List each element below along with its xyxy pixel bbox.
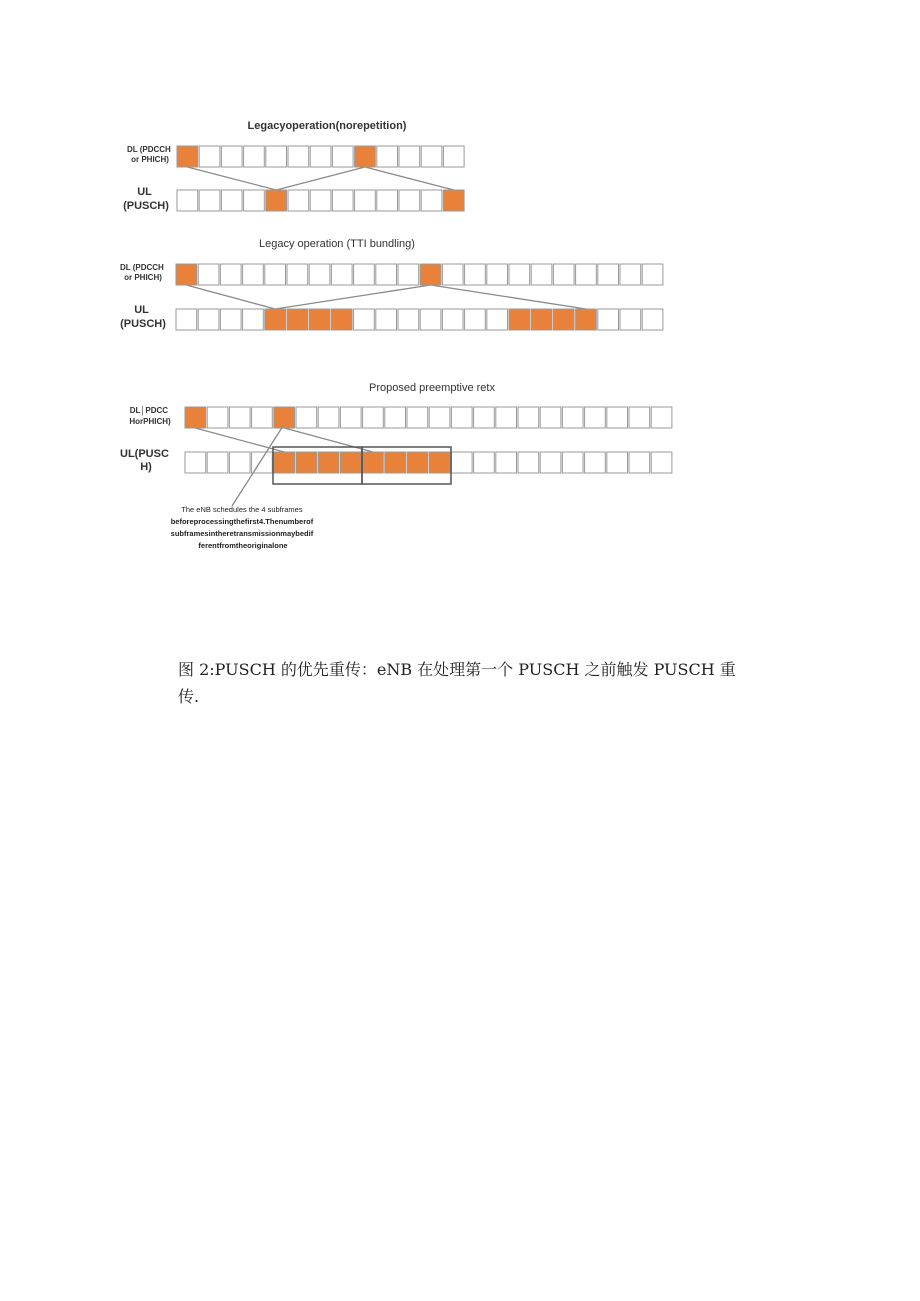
section-2-dl-subframe-2 [198,264,219,285]
section-1-links [187,167,454,190]
diagram-figure [0,0,920,640]
section-1-ul-subframe-3 [221,190,242,211]
section-2-dl-row [176,264,663,285]
section-3-dl-subframe-19 [585,407,606,428]
section-3-dl-subframe-8 [340,407,361,428]
section-2-ul-subframe-6 [287,309,308,330]
section-3-dl-subframe-18 [562,407,583,428]
section-3-ul-subframe-13 [451,452,472,473]
section-3-dl-subframe-4 [252,407,273,428]
section-3-dl-subframe-9 [363,407,384,428]
section-2-dl-subframe-14 [465,264,486,285]
section-3-link-2 [284,428,373,452]
section-2-ul-subframe-22 [642,309,663,330]
section-1-dl-row [177,146,464,167]
section-2-ul-subframe-14 [465,309,486,330]
note-line-4: ferentfromtheoriginalone [198,541,288,550]
section-2-dl-subframe-19 [576,264,597,285]
section-3-ul-subframe-14 [474,452,495,473]
section-1-dl-label-line-1: DL (PDCCH [126,145,171,154]
section-2-ul-subframe-11 [398,309,419,330]
section-1-ul-subframe-5 [266,190,287,211]
section-1-dl-subframe-4 [244,146,265,167]
section-2-ul-subframe-15 [487,309,508,330]
section-1-ul-subframe-12 [421,190,442,211]
section-3-dl-subframe-10 [385,407,406,428]
section-2-ul-subframe-19 [576,309,597,330]
section-2-dl-label-line-1: DL (PDCCH [119,263,164,272]
section-3-ul-subframe-20 [607,452,628,473]
section-3-ul-label [120,448,172,473]
section-2-links [186,285,586,309]
section-3-ul-subframe-10 [385,452,406,473]
section-1-dl-subframe-8 [332,146,353,167]
section-1-ul-subframe-8 [332,190,353,211]
section-1-ul-subframe-4 [244,190,265,211]
section-3-note [171,505,316,550]
section-3-dl-subframe-22 [651,407,672,428]
section-2-dl-subframe-15 [487,264,508,285]
section-2-ul-label-line-1: UL [134,304,149,316]
section-1-ul-row [177,190,464,211]
section-1-dl-subframe-2 [199,146,220,167]
section-1-ul-subframe-6 [288,190,309,211]
section-1-dl-subframe-1 [177,146,198,167]
note-line-3: subframesintheretransmissionmaybedif [170,529,314,538]
section-3-dl-subframe-6 [296,407,317,428]
note-line-2: beforeprocessingthefirst4.Thenumberof [170,517,314,526]
section-3-dl-subframe-13 [451,407,472,428]
section-1-link-3 [365,167,454,190]
section-3-dl-subframe-5 [274,407,295,428]
section-3-dl-subframe-21 [629,407,650,428]
section-3-ul-subframe-5 [274,452,295,473]
section-2-dl-subframe-7 [309,264,330,285]
section-2-ul-subframe-1 [176,309,197,330]
section-2-dl-subframe-21 [620,264,641,285]
section-1-link-2 [276,167,365,190]
section-1-ul-subframe-9 [355,190,376,211]
section-1-ul-subframe-10 [377,190,398,211]
section-1-ul-subframe-2 [199,190,220,211]
section-1-dl-label [127,145,173,164]
section-2-dl-subframe-17 [531,264,552,285]
figure-caption: 图 2:PUSCH 的优先重传：eNB 在处理第一个 PUSCH 之前触发 PUSCH 重传. [178,660,736,706]
section-2-dl-subframe-10 [376,264,397,285]
section-2-title: Legacy operation (TTI bundling) [259,238,415,250]
section-2-ul-subframe-17 [531,309,552,330]
section-1-dl-subframe-11 [399,146,420,167]
section-3-dl-subframe-7 [318,407,339,428]
section-2-ul-subframe-12 [420,309,441,330]
section-1-ul-label-line-1: UL [137,186,152,198]
section-2-ul-subframe-7 [309,309,330,330]
section-1-link-1 [187,167,276,190]
section-2-dl-subframe-16 [509,264,530,285]
section-2-ul-subframe-4 [243,309,264,330]
section-2-ul-subframe-9 [354,309,375,330]
section-3-dl-subframe-15 [496,407,517,428]
section-2-dl-subframe-18 [553,264,574,285]
section-3-dl-label [129,405,171,426]
section-3-ul-subframe-12 [429,452,450,473]
section-3-ul-subframe-17 [540,452,561,473]
section-3-ul-subframe-19 [585,452,606,473]
section-2-dl-subframe-20 [598,264,619,285]
section-3-ul-subframe-15 [496,452,517,473]
section-2-dl-subframe-3 [220,264,241,285]
section-1-dl-subframe-5 [266,146,287,167]
section-1-ul-subframe-7 [310,190,331,211]
section-1-dl-subframe-13 [443,146,464,167]
section-2-ul-subframe-10 [376,309,397,330]
section-1-dl-subframe-3 [221,146,242,167]
section-2-dl-subframe-13 [442,264,463,285]
section-2-dl-subframe-5 [265,264,286,285]
section-2-dl-subframe-6 [287,264,308,285]
section-3-ul-subframe-22 [651,452,672,473]
section-2-ul-subframe-3 [220,309,241,330]
section-1-dl-label-line-2: or PHICH) [131,155,169,164]
note-line-1: The eNB schedules the 4 subframes [181,505,303,514]
section-3-ul-subframe-2 [207,452,228,473]
section-2-ul-subframe-5 [265,309,286,330]
section-3-link-1 [195,428,284,452]
section-1-ul-label [123,186,169,212]
section-2-ul-label-line-2: (PUSCH) [120,318,166,330]
section-3-dl-subframe-1 [185,407,206,428]
section-3-dl-subframe-16 [518,407,539,428]
section-3-ul-subframe-16 [518,452,539,473]
section-1-dl-subframe-7 [310,146,331,167]
section-3-title: Proposed preemptive retx [369,382,495,394]
section-1-dl-subframe-6 [288,146,309,167]
section-2-dl-subframe-4 [243,264,264,285]
section-1-dl-subframe-9 [355,146,376,167]
section-1-ul-label-line-2: (PUSCH) [123,200,169,212]
section-2-dl-subframe-8 [331,264,352,285]
section-2-link-3 [431,285,586,309]
section-3-ul-subframe-8 [340,452,361,473]
section-2-ul-label [120,304,166,330]
section-3-dl-subframe-17 [540,407,561,428]
section-3-dl-subframe-20 [607,407,628,428]
section-1-ul-subframe-1 [177,190,198,211]
section-3-dl-label-line-1: DL│PDCC [129,406,169,415]
section-3-ul-subframe-9 [363,452,384,473]
section-2-link-2 [275,285,430,309]
section-2-dl-subframe-9 [354,264,375,285]
section-3-ul-subframe-6 [296,452,317,473]
section-3-dl-subframe-2 [207,407,228,428]
section-1-dl-subframe-12 [421,146,442,167]
section-3-ul-row [185,452,672,473]
section-3-dl-subframe-12 [429,407,450,428]
section-2-dl-subframe-22 [642,264,663,285]
section-2-ul-subframe-21 [620,309,641,330]
section-3-dl-subframe-11 [407,407,428,428]
section-3-ul-subframe-18 [562,452,583,473]
section-1-ul-subframe-11 [399,190,420,211]
section-2-ul-row [176,309,663,330]
section-2-ul-subframe-8 [331,309,352,330]
section-2-ul-subframe-13 [442,309,463,330]
section-1-title: Legacyoperation(norepetition) [247,120,407,132]
section-2-link-1 [186,285,275,309]
section-3-ul-subframe-1 [185,452,206,473]
section-3-links [195,428,373,452]
section-2-dl-subframe-11 [398,264,419,285]
section-3-ul-subframe-21 [629,452,650,473]
section-3-ul-label-line-2: H) [140,461,152,473]
section-2-dl-subframe-1 [176,264,197,285]
section-3-dl-label-line-2: HorPHICH) [129,417,171,426]
section-3-ul-subframe-11 [407,452,428,473]
section-3-dl-row [185,407,672,428]
section-3-dl-subframe-14 [474,407,495,428]
section-3-ul-subframe-3 [229,452,250,473]
section-2-dl-label-line-2: or PHICH) [124,273,162,282]
section-1-dl-subframe-10 [377,146,398,167]
section-3-ul-label-line-1: UL(PUSC [120,448,169,460]
section-3-dl-subframe-3 [229,407,250,428]
section-2-ul-subframe-18 [553,309,574,330]
section-2-dl-subframe-12 [420,264,441,285]
section-2-dl-label [120,263,166,282]
section-3-ul-subframe-7 [318,452,339,473]
section-2-ul-subframe-16 [509,309,530,330]
section-1-ul-subframe-13 [443,190,464,211]
section-2-ul-subframe-20 [598,309,619,330]
section-2-ul-subframe-2 [198,309,219,330]
